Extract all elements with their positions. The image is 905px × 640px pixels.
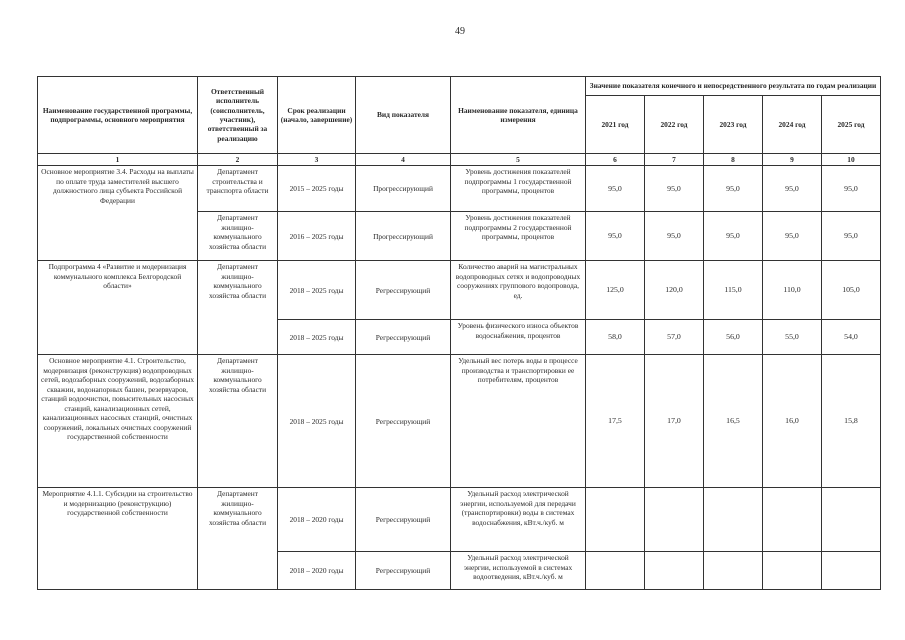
- value-cell: 95,0: [704, 166, 763, 212]
- value-cell: 115,0: [704, 261, 763, 320]
- value-cell: 105,0: [822, 261, 881, 320]
- program-cell: Мероприятие 4.1.1. Субсидии на строительство и модернизацию (реконструкцию) государственной собственности: [38, 488, 198, 590]
- column-number: 10: [822, 154, 881, 166]
- column-number: 8: [704, 154, 763, 166]
- indicator-cell: Удельный вес потерь воды в процессе производства и транспортировки ее потребителям, процентов: [451, 355, 586, 488]
- value-cell: [704, 552, 763, 590]
- value-cell: 15,8: [822, 355, 881, 488]
- value-cell: [645, 488, 704, 552]
- program-cell: Основное мероприятие 4.1. Строительство, модернизация (реконструкция) водопроводных сетей, водозаборных сооружений, водозаборных скважин, водонапорных башен, резервуаров, станций водоочистки, повысительных насосных станций, канализационных сетей, канализационных насосных станций, очистных сооружений, локальных очистных сооружений государственной собственности: [38, 355, 198, 488]
- indicator-cell: Удельный расход электрической энергии, используемой в системах водоотведения, кВт.ч./куб. м: [451, 552, 586, 590]
- column-number: 5: [451, 154, 586, 166]
- table-row: [38, 355, 881, 488]
- value-cell: [704, 488, 763, 552]
- indicator-type-cell: Регрессирующий: [356, 320, 451, 355]
- value-cell: [763, 552, 822, 590]
- value-cell: 95,0: [763, 166, 822, 212]
- indicator-type-cell: Прогрессирующий: [356, 166, 451, 212]
- responsible-cell: Департамент жилищно-коммунального хозяйства области: [198, 488, 278, 590]
- value-cell: 56,0: [704, 320, 763, 355]
- value-cell: 55,0: [763, 320, 822, 355]
- period-cell: 2018 – 2020 годы: [278, 552, 356, 590]
- header-year: 2021 год: [586, 96, 645, 154]
- header-year: 2024 год: [763, 96, 822, 154]
- value-cell: 16,5: [704, 355, 763, 488]
- value-cell: 125,0: [586, 261, 645, 320]
- value-cell: [822, 552, 881, 590]
- indicator-cell: Количество аварий на магистральных водопроводных сетях и водопроводных сооружениях группового водопровода, ед.: [451, 261, 586, 320]
- value-cell: 95,0: [822, 166, 881, 212]
- table-row: [38, 261, 881, 320]
- value-cell: 120,0: [645, 261, 704, 320]
- indicator-type-cell: Регрессирующий: [356, 552, 451, 590]
- value-cell: [645, 552, 704, 590]
- responsible-cell: Департамент строительства и транспорта области: [198, 166, 278, 212]
- header-year: 2025 год: [822, 96, 881, 154]
- period-cell: 2015 – 2025 годы: [278, 166, 356, 212]
- header-year: 2022 год: [645, 96, 704, 154]
- responsible-cell: Департамент жилищно-коммунального хозяйства области: [198, 355, 278, 488]
- column-number: 1: [38, 154, 198, 166]
- value-cell: 95,0: [586, 166, 645, 212]
- value-cell: 95,0: [704, 212, 763, 261]
- period-cell: 2018 – 2025 годы: [278, 261, 356, 320]
- header-period: Срок реализации (начало, завершение): [278, 77, 356, 154]
- indicator-cell: Уровень достижения показателей подпрограммы 2 государственной программы, процентов: [451, 212, 586, 261]
- column-number: 9: [763, 154, 822, 166]
- column-number: 3: [278, 154, 356, 166]
- value-cell: [763, 488, 822, 552]
- indicator-type-cell: Регрессирующий: [356, 261, 451, 320]
- value-cell: 95,0: [586, 212, 645, 261]
- indicators-table: [37, 76, 881, 590]
- page-number: 49: [455, 26, 465, 37]
- column-number: 2: [198, 154, 278, 166]
- program-cell: Основное мероприятие 3.4. Расходы на выплаты по оплате труда заместителей высшего должностного лица субъекта Российской Федерации: [38, 166, 198, 261]
- period-cell: 2018 – 2020 годы: [278, 488, 356, 552]
- responsible-cell: Департамент жилищно-коммунального хозяйства области: [198, 212, 278, 261]
- period-cell: 2018 – 2025 годы: [278, 320, 356, 355]
- indicator-type-cell: Прогрессирующий: [356, 212, 451, 261]
- value-cell: 110,0: [763, 261, 822, 320]
- value-cell: 54,0: [822, 320, 881, 355]
- column-number: 4: [356, 154, 451, 166]
- value-cell: 95,0: [822, 212, 881, 261]
- value-cell: 58,0: [586, 320, 645, 355]
- indicator-cell: Уровень физического износа объектов водоснабжения, процентов: [451, 320, 586, 355]
- header-year: 2023 год: [704, 96, 763, 154]
- header-values-group: Значение показателя конечного и непосредственного результата по годам реализации: [586, 77, 881, 96]
- responsible-cell: Департамент жилищно-коммунального хозяйства области: [198, 261, 278, 355]
- value-cell: 95,0: [763, 212, 822, 261]
- program-cell: Подпрограмма 4 «Развитие и модернизация коммунального комплекса Белгородской области»: [38, 261, 198, 355]
- value-cell: 17,5: [586, 355, 645, 488]
- header-program: Наименование государственной программы, подпрограммы, основного мероприятия: [38, 77, 198, 154]
- indicator-type-cell: Регрессирующий: [356, 488, 451, 552]
- indicator-type-cell: Регрессирующий: [356, 355, 451, 488]
- period-cell: 2016 – 2025 годы: [278, 212, 356, 261]
- value-cell: [586, 552, 645, 590]
- value-cell: 95,0: [645, 166, 704, 212]
- value-cell: [586, 488, 645, 552]
- value-cell: 17,0: [645, 355, 704, 488]
- indicator-cell: Удельный расход электрической энергии, используемой для передачи (транспортировки) воды в системах водоснабжения, кВт.ч./куб. м: [451, 488, 586, 552]
- table-row: [38, 166, 881, 212]
- column-number: 7: [645, 154, 704, 166]
- value-cell: [822, 488, 881, 552]
- indicator-cell: Уровень достижения показателей подпрограммы 1 государственной программы, процентов: [451, 166, 586, 212]
- header-type: Вид показателя: [356, 77, 451, 154]
- period-cell: 2018 – 2025 годы: [278, 355, 356, 488]
- value-cell: 95,0: [645, 212, 704, 261]
- header-indicator: Наименование показателя, единица измерения: [451, 77, 586, 154]
- column-number: 6: [586, 154, 645, 166]
- header-responsible: Ответственный исполнитель (соисполнитель, участник), ответственный за реализацию: [198, 77, 278, 154]
- value-cell: 57,0: [645, 320, 704, 355]
- table-row: [38, 488, 881, 552]
- value-cell: 16,0: [763, 355, 822, 488]
